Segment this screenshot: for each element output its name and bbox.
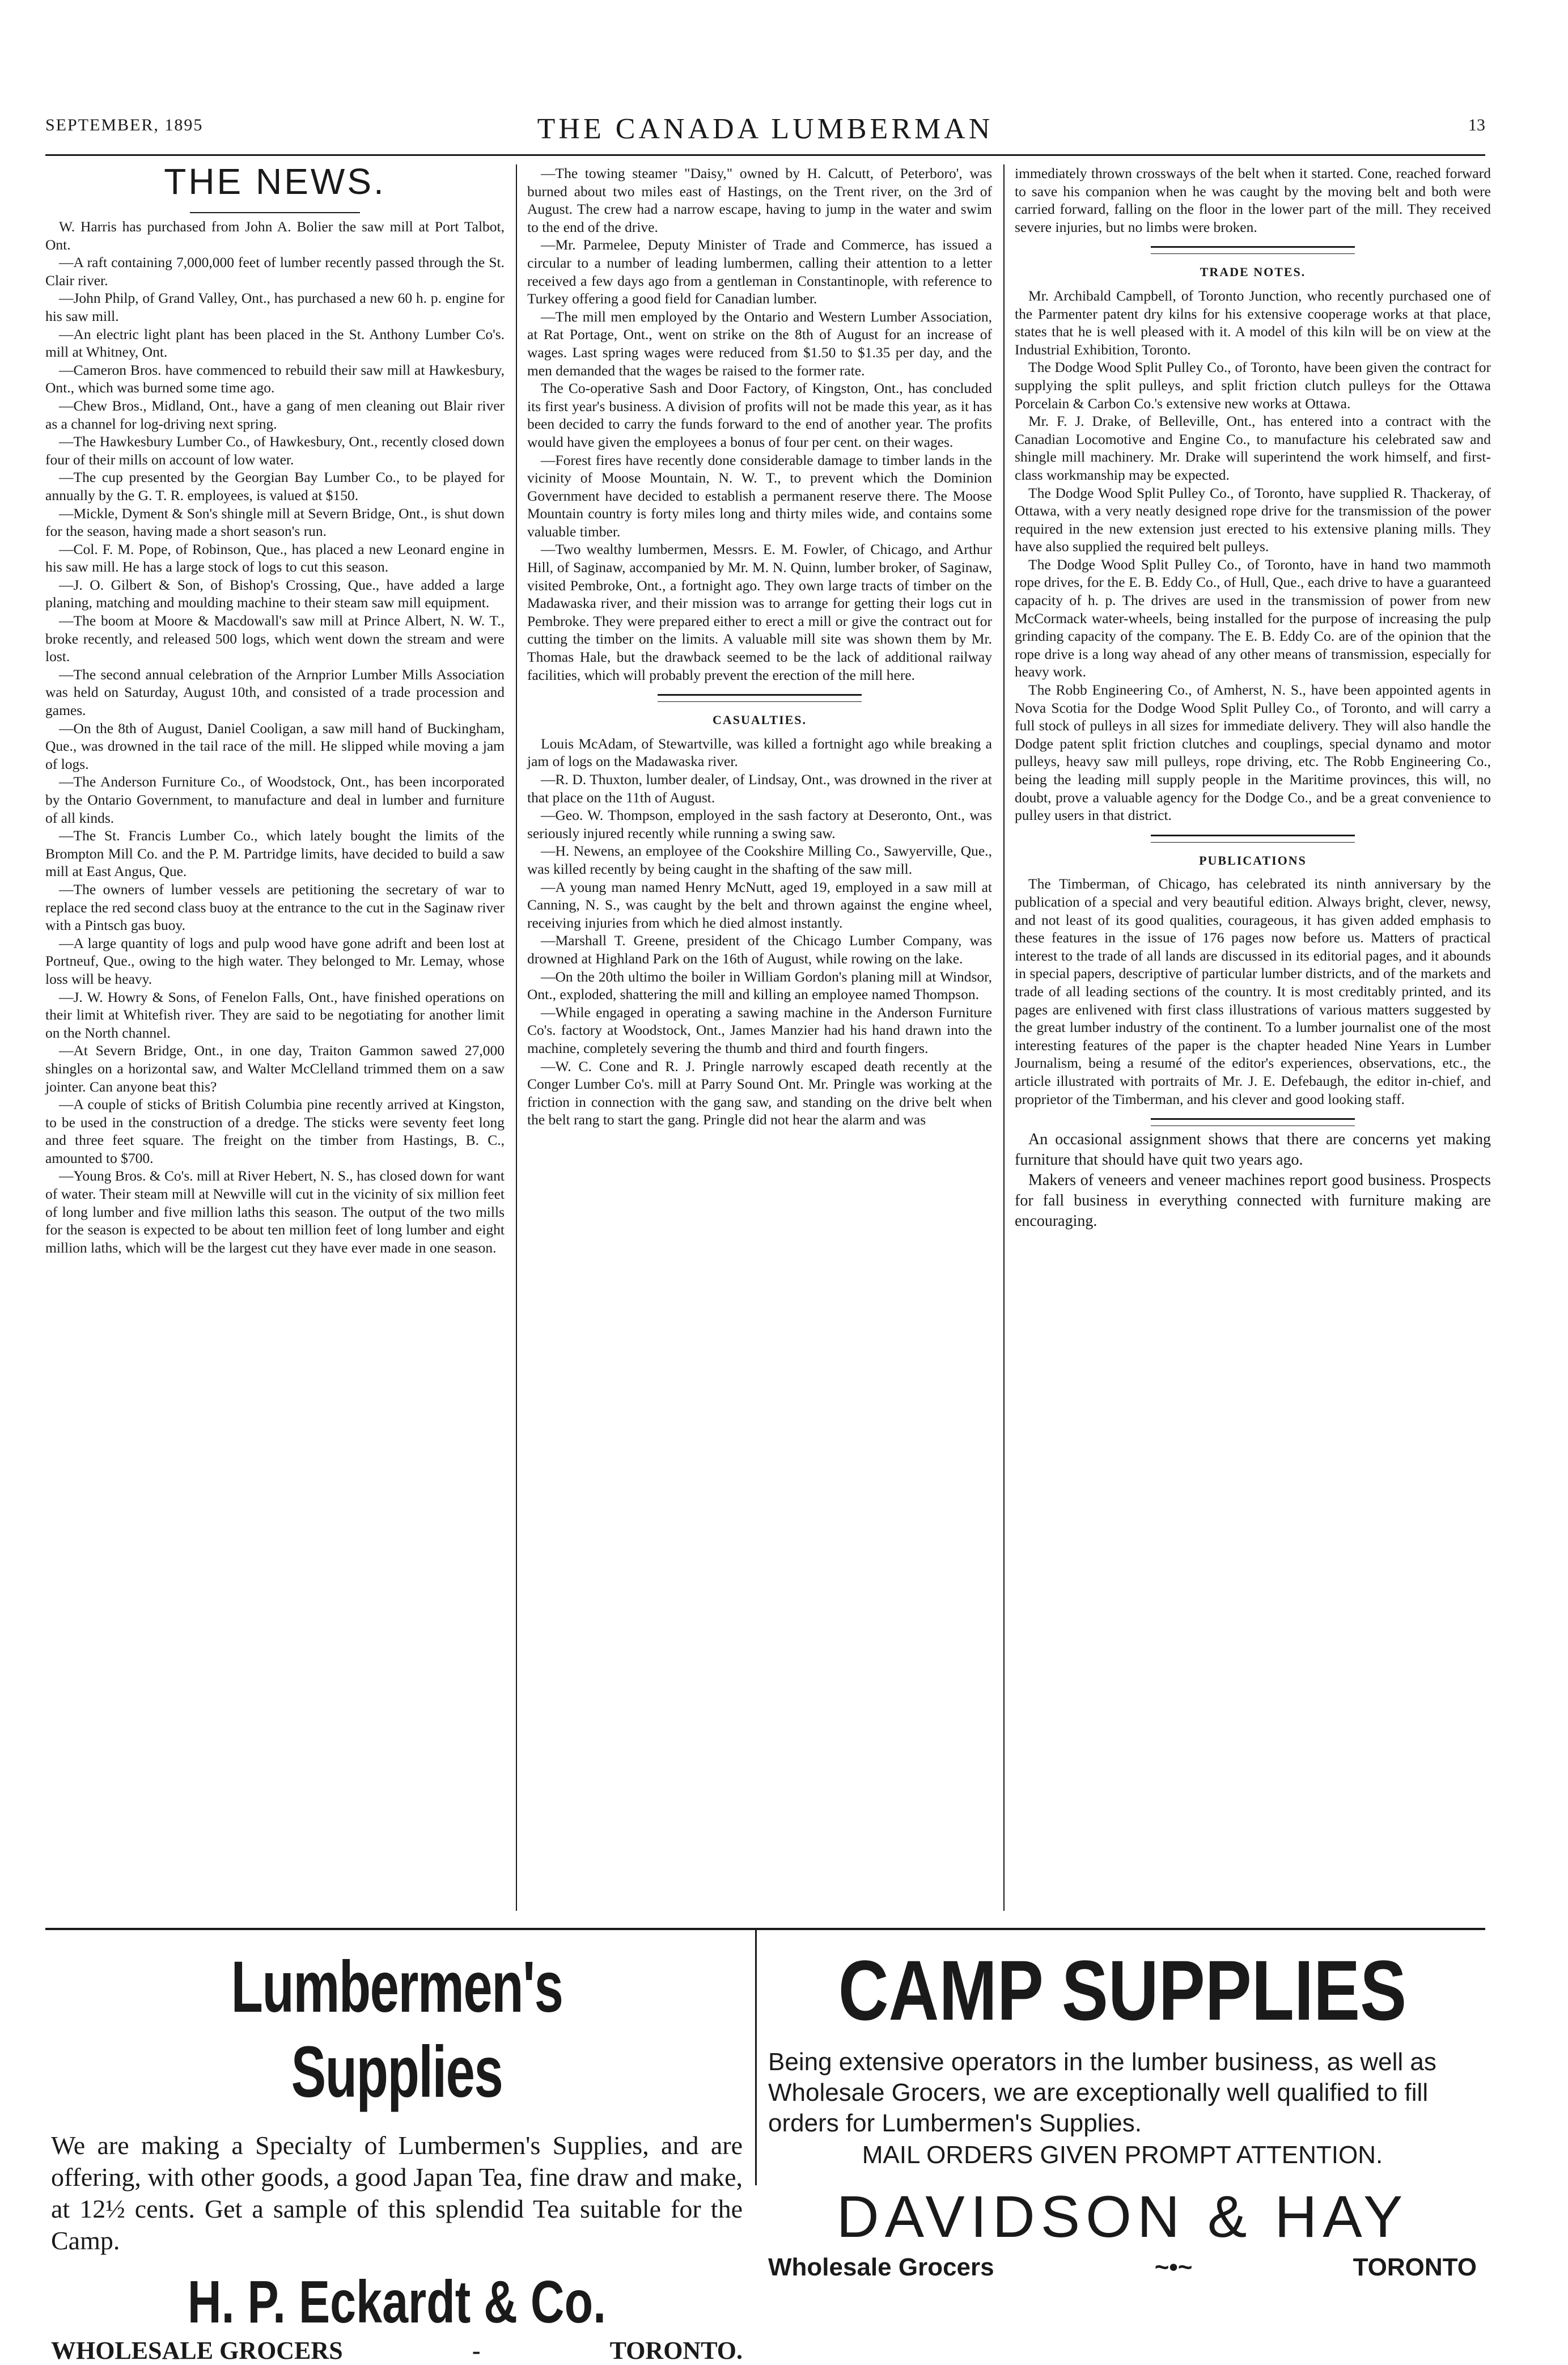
ad-title: Lumbermen's Supplies <box>231 1947 563 2113</box>
ads-top-rule <box>45 1928 1485 1930</box>
ad-footer-right: TORONTO. <box>609 2337 743 2364</box>
column-divider-1 <box>516 164 517 1911</box>
trade-note: The Dodge Wood Split Pulley Co., of Toronto, have been given the contract for supplying the split pulleys, and split friction clutch pulleys for the Ottawa Porcelain & Carbon Co.'s extensive new works at Ottawa. <box>1015 359 1491 412</box>
news-item: —J. O. Gilbert & Son, of Bishop's Crossing, Que., have added a large planing, matching and moulding machine to their steam saw mill equipment. <box>45 576 505 611</box>
trade-notes-heading: TRADE NOTES. <box>1200 265 1306 280</box>
ad-footer-dash: - <box>472 2337 481 2364</box>
news-heading-rule <box>190 212 360 213</box>
ad-firm-name: H. P. Eckardt & Co. <box>187 2269 607 2336</box>
column-right <box>1015 164 1491 1232</box>
ad-camp-supplies <box>762 1943 1482 2281</box>
casualty-item: Louis McAdam, of Stewartville, was killed a fortnight ago while breaking a jam of logs on the Madawaska river. <box>527 735 992 770</box>
news-item: —A couple of sticks of British Columbia pine recently arrived at Kingston, to be used in the construction of a dredge. The sticks were seventy feet long and three feet square. The freight on the timber from Hastings, B. C., amounted to $700. <box>45 1096 505 1166</box>
masthead-title: THE CANADA LUMBERMAN <box>537 113 994 145</box>
ad-footer-left: Wholesale Grocers <box>768 2253 994 2281</box>
trade-note: Mr. Archibald Campbell, of Toronto Junction, who recently purchased one of the Parmenter patent dry kilns for his extensive cooperage works at that place, states that he is well pleased with it. A model of this kiln will be on view at the Industrial Exhibition, Toronto. <box>1015 287 1491 358</box>
page-number: 13 <box>1468 116 1485 134</box>
ad-body: We are making a Specialty of Lumbermen's Supplies, and are offering, with other goods, a good Japan Tea, fine draw and make, at 12½ cents. Get a sample of this splendid Tea suitable for the Camp. <box>51 2131 743 2255</box>
casualty-item: —A young man named Henry McNutt, aged 19, employed in a saw mill at Canning, N. S., was caught by the belt and thrown against the engine wheel, receiving injuries from which he died almost instantly. <box>527 878 992 931</box>
publication-note: The Timberman, of Chicago, has celebrated its ninth anniversary by the publication of a special and very beautiful edition. Always bright, clever, newsy, and not least of its good qualities, courageous, it has given added emphasis to these features in the issue of 176 pages now before us. Matters of practical interest to the trade of all lands are discussed in its editorial pages, and it abounds in special papers, descriptive of particular lumber districts, and of the markets and trade of all leading sections of the country. It is most creditably printed, and its pages are enlivened with first class illustrations of various matters suggested by the great lumber industry of the continent. To a lumber journalist one of the most interesting features of the paper is the chapter headed Nine Years in Lumber Journalism, being a resumé of the editor's experiences, observations, etc., the article illustrated with portraits of Mr. J. E. Defebaugh, the editor in-chief, and proprietor of the Timberman, and his clever and good looking staff. <box>1015 875 1491 1107</box>
news-item: —The Anderson Furniture Co., of Woodstock, Ont., has been incorporated by the Ontario Government, to manufacture and deal in lumber and furniture of all kinds. <box>45 773 505 826</box>
news-item: —Two wealthy lumbermen, Messrs. E. M. Fowler, of Chicago, and Arthur Hill, of Saginaw, accompanied by Mr. M. N. Quinn, lumber broker, of Saginaw, visited Pembroke, Ont., a fortnight ago. They own large tracts of timber on the Madawaska river, and their mission was to arrange for getting their logs cut in Pembroke. They were prepared either to erect a mill or give the contract out for cutting the timber on the limits. A valuable mill site was shown them by Mr. Thomas Hale, but the drawback seemed to be the lack of additional railway facilities, which will probably prevent the erection of the mill here. <box>527 541 992 683</box>
news-item: —The Hawkesbury Lumber Co., of Hawkesbury, Ont., recently closed down four of their mills on account of low water. <box>45 433 505 468</box>
casualty-item: —On the 20th ultimo the boiler in William Gordon's planing mill at Windsor, Ont., exploded, shattering the mill and killing an employee named Thompson. <box>527 968 992 1003</box>
ads-divider <box>755 1930 757 2185</box>
casualty-item: —H. Newens, an employee of the Cookshire Milling Co., Sawyerville, Que., was killed recently by being caught in the shafting of the saw mill. <box>527 843 992 877</box>
news-item: W. Harris has purchased from John A. Bolier the saw mill at Port Talbot, Ont. <box>45 218 505 253</box>
news-item: —The second annual celebration of the Arnprior Lumber Mills Association was held on Saturday, August 10th, and consisted of a trade procession and games. <box>45 666 505 719</box>
ad-footer <box>51 2336 743 2365</box>
ad-firm-name: DAVIDSON & HAY <box>836 2184 1409 2250</box>
news-item: —Col. F. M. Pope, of Robinson, Que., has placed a new Leonard engine in his saw mill. He has a large stock of logs to cut this season. <box>45 540 505 576</box>
column-divider-2 <box>1003 164 1005 1911</box>
casualty-item: —W. C. Cone and R. J. Pringle narrowly escaped death recently at the Conger Lumber Co's. mill at Parry Sound Ont. Mr. Pringle was working at the friction in connection with the gang saw, and standing on the drive belt when the belt rang to start the gang. Pringle did not hear the alarm and was <box>527 1057 992 1128</box>
ad-lumbermens-supplies <box>45 1945 748 2364</box>
news-item: —A large quantity of logs and pulp wood have gone adrift and been lost at Portneuf, Que., owing to the high water. They belonged to Mr. Lemay, whose loss will be heavy. <box>45 934 505 987</box>
news-item: —Forest fires have recently done considerable damage to timber lands in the vicinity of Moose Mountain, N. W. T., to prevent which the Dominion Government have decided to establish a permanent reserve there. The Moose Mountain country is forty miles long and thirty miles wide, and contains some valuable timber. <box>527 451 992 540</box>
news-item: —The towing steamer "Daisy," owned by H. Calcutt, of Peterboro', was burned about two miles east of Hastings, on the Trent river, on the 3rd of August. The crew had a narrow escape, having to jump in the water and swim to the end of the drive. <box>527 165 992 235</box>
news-item: —J. W. Howry & Sons, of Fenelon Falls, Ont., have finished operations on their limit at Whitefish river. They are said to be negotiating for another limit on the North channel. <box>45 988 505 1041</box>
news-item: —Chew Bros., Midland, Ont., have a gang of men cleaning out Blair river as a channel for log-driving next spring. <box>45 397 505 432</box>
ad-footer <box>768 2253 1477 2282</box>
news-item: —Mickle, Dyment & Son's shingle mill at Severn Bridge, Ont., is shut down for the season, having made a short season's run. <box>45 505 505 540</box>
casualty-item: —While engaged in operating a sawing machine in the Anderson Furniture Co's. factory at Woodstock, Ont., James Manzier had his hand drawn into the machine, completely severing the thumb and third and fourth fingers. <box>527 1004 992 1056</box>
news-item: The Co-operative Sash and Door Factory, of Kingston, Ont., has concluded its first year's business. A division of profits will not be made this year, as it has been decided to carry the funds forward to the end of another year. The profits would have given the employees a bonus of four per cent. on their wages. <box>527 380 992 450</box>
ad-mail-orders: MAIL ORDERS GIVEN PROMPT ATTENTION. <box>862 2141 1383 2169</box>
casualty-item: —Marshall T. Greene, president of the Chicago Lumber Company, was drowned at Highland Park on the 16th of August, while rowing on the lake. <box>527 932 992 967</box>
news-item: —The cup presented by the Georgian Bay Lumber Co., to be played for annually by the G. T. R. employees, is valued at $150. <box>45 469 505 504</box>
issue-date: SEPTEMBER, 1895 <box>45 116 204 134</box>
column-middle <box>527 164 992 1129</box>
ad-footer-right: TORONTO <box>1353 2253 1477 2281</box>
column-news <box>45 161 505 1256</box>
trade-note: Mr. F. J. Drake, of Belleville, Ont., has entered into a contract with the Canadian Locomotive and Engine Co., to manufacture his celebrated saw and shingle mill machinery. Mr. Drake will superintend the work himself, and first-class workmanship may be expected. <box>1015 413 1491 483</box>
news-item-continued: immediately thrown crossways of the belt when it started. Cone, reached forward to save his companion when he was caught by the moving belt and both were carried forward, falling on the floor in the lower part of the mill. They received severe injuries, but no limbs were broken. <box>1015 165 1491 235</box>
section-rule <box>1151 835 1355 843</box>
news-item: —An electric light plant has been placed in the St. Anthony Lumber Co's. mill at Whitney, Ont. <box>45 325 505 361</box>
news-item: —Mr. Parmelee, Deputy Minister of Trade and Commerce, has issued a circular to a number of leading lumbermen, calling their attention to a letter received a few days ago from a gentleman in Constantinople, with reference to Turkey offering a good field for Canadian lumber. <box>527 236 992 307</box>
news-item: —The owners of lumber vessels are petitioning the secretary of war to replace the red second class buoy at the entrance to the cut in the Saginaw river with a Pintsch gas buoy. <box>45 881 505 934</box>
header-rule <box>45 154 1485 156</box>
trade-note: The Robb Engineering Co., of Amherst, N. S., have been appointed agents in Nova Scotia for the Dodge Wood Split Pulley Co., of Toronto, and will carry a full stock of pulleys in all sizes for immediate delivery. They will also handle the Dodge patent split friction clutches and couplings, special dynamo and motor pulleys, heavy saw mill pulleys, rope driving, etc. The Robb Engineering Co., being the leading mill supply people in the Maritime provinces, this will, no doubt, prove a valuable agency for the Dodge Co., and be a great convenience to pulley users in that district. <box>1015 682 1491 824</box>
ornament-icon: ~•~ <box>1154 2253 1193 2281</box>
section-rule <box>1151 1118 1355 1126</box>
news-item: —The mill men employed by the Ontario and Western Lumber Association, at Rat Portage, Ont., went on strike on the 8th of August for an increase of wages. Last spring wages were reduced from $1.50 to $1.35 per day, and the men demanded that the wages be raised to the former rate. <box>527 308 992 379</box>
ad-title: CAMP SUPPLIES <box>838 1943 1407 2038</box>
news-item: —A raft containing 7,000,000 feet of lumber recently passed through the St. Clair river. <box>45 254 505 289</box>
news-item: —At Severn Bridge, Ont., in one day, Traiton Gammon sawed 27,000 shingles on a horizontal saw, and Walter McClelland trimmed them on a saw jointer. Can anyone beat this? <box>45 1042 505 1095</box>
casualties-heading: CASUALTIES. <box>712 713 807 727</box>
news-item: —On the 8th of August, Daniel Cooligan, a saw mill hand of Buckingham, Que., was drowned in the tail race of the mill. He slipped while moving a jam of logs. <box>45 720 505 772</box>
trade-note: The Dodge Wood Split Pulley Co., of Toronto, have supplied R. Thackeray, of Ottawa, with a very neatly designed rope drive for the transmission of the power required in the new extension just erected to his extensive planing mills. They have also supplied the required belt pulleys. <box>1015 484 1491 555</box>
page-header <box>45 112 1485 146</box>
ad-footer-left: WHOLESALE GROCERS <box>51 2337 343 2364</box>
news-item: —The boom at Moore & Macdowall's saw mill at Prince Albert, N. W. T., broke recently, and released 500 logs, which went down the stream and were lost. <box>45 612 505 665</box>
news-item: —John Philp, of Grand Valley, Ont., has purchased a new 60 h. p. engine for his saw mill. <box>45 290 505 324</box>
news-item: —The St. Francis Lumber Co., which lately bought the limits of the Brompton Mill Co. and the P. M. Partridge limits, have decided to build a saw mill at East Angus, Que. <box>45 827 505 880</box>
news-item: —Young Bros. & Co's. mill at River Hebert, N. S., has closed down for want of water. Their steam mill at Newville will cut in the vicinity of six million feet of long lumber and five million laths this season. The output of the two mills for the season is expected to be about ten million feet of long lumber and eight million laths, which will be the largest cut they have ever made in one season. <box>45 1167 505 1256</box>
casualty-item: —R. D. Thuxton, lumber dealer, of Lindsay, Ont., was drowned in the river at that place on the 11th of August. <box>527 771 992 806</box>
news-heading: THE NEWS. <box>164 161 386 202</box>
section-rule <box>1151 246 1355 254</box>
ad-body: Being extensive operators in the lumber business, as well as Wholesale Grocers, we are exceptionally well qualified to fill orders for Lumbermen's Supplies. <box>768 2048 1436 2137</box>
publications-heading: PUBLICATIONS <box>1199 853 1307 868</box>
casualty-item: —Geo. W. Thompson, employed in the sash factory at Deseronto, Ont., was seriously injured recently while running a swing saw. <box>527 807 992 841</box>
closing-note: Makers of veneers and veneer machines report good business. Prospects for fall business in everything connected with furniture making are encouraging. <box>1015 1171 1491 1230</box>
section-rule <box>658 694 862 702</box>
closing-note: An occasional assignment shows that there are concerns yet making furniture that should have quit two years ago. <box>1015 1131 1491 1169</box>
news-item: —Cameron Bros. have commenced to rebuild their saw mill at Hawkesbury, Ont., which was burned some time ago. <box>45 361 505 396</box>
trade-note: The Dodge Wood Split Pulley Co., of Toronto, have in hand two mammoth rope drives, for the E. B. Eddy Co., of Hull, Que., each drive to have a guaranteed capacity of h. p. The drives are used in the transmission of power from new McCormack water-wheels, being installed for the purpose of increasing the pulp grinding capacity of the company. The E. B. Eddy Co. are of the opinion that the rope drive is a long way ahead of any other means of transmission, especially for heavy work. <box>1015 556 1491 680</box>
